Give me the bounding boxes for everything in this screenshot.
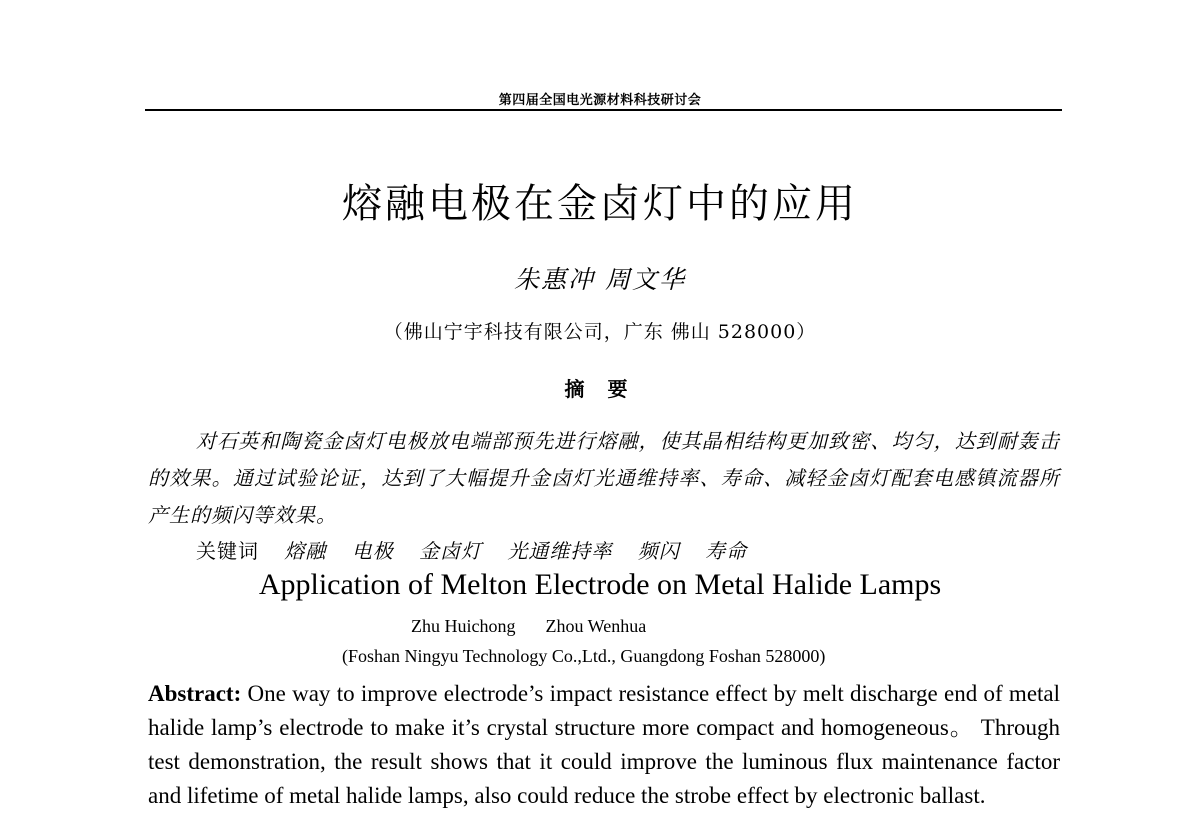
header-rule	[145, 109, 1062, 111]
abstract-body-english: One way to improve electrode’s impact resistance effect by melt discharge end of metal halide lamp’s electrode to make it’s crystal structure more compact and homogeneous。 Through test demonstration, the result shows that it could improve the luminous flux maintenance factor and lifetime of metal halide lamps, also could reduce the strobe effect by electronic ballast.	[148, 681, 1061, 808]
title-english: Application of Melton Electrode on Metal Halide Lamps	[258, 568, 942, 601]
running-header: 第四届全国电光源材料科技研讨会	[498, 93, 702, 108]
authors-chinese: 朱惠冲 周文华	[514, 265, 686, 294]
abstract-english	[148, 677, 1060, 813]
keyword-item: 金卤灯	[419, 539, 483, 563]
abstract-heading-chinese: 摘 要	[564, 377, 636, 401]
keyword-item: 电极	[351, 539, 394, 563]
authors-english	[411, 616, 646, 637]
keywords-chinese	[196, 535, 1060, 564]
affiliation-chinese: （佛山宁宇科技有限公司，广东 佛山 528000）	[383, 321, 817, 343]
author-name: Zhou Wenhua	[545, 616, 647, 636]
title-chinese: 熔融电极在金卤灯中的应用	[342, 181, 858, 227]
keyword-item: 光通维持率	[507, 539, 613, 563]
keyword-item: 熔融	[284, 539, 327, 563]
abstract-label: Abstract:	[148, 681, 242, 706]
abstract-body-chinese: 对石英和陶瓷金卤灯电极放电端部预先进行熔融，使其晶相结构更加致密、均匀，达到耐轰击的效果。通过试验论证，达到了大幅提升金卤灯光通维持率、寿命、减轻金卤灯配套电感镇流器所产生的频闪等效果。	[148, 429, 1060, 527]
author-name: Zhu Huichong	[411, 616, 516, 636]
keyword-item: 寿命	[705, 539, 748, 563]
affiliation-english: (Foshan Ningyu Technology Co.,Ltd., Guangdong Foshan 528000)	[342, 646, 826, 666]
keyword-item: 频闪	[637, 539, 680, 563]
keywords-label: 关键词	[196, 539, 259, 563]
